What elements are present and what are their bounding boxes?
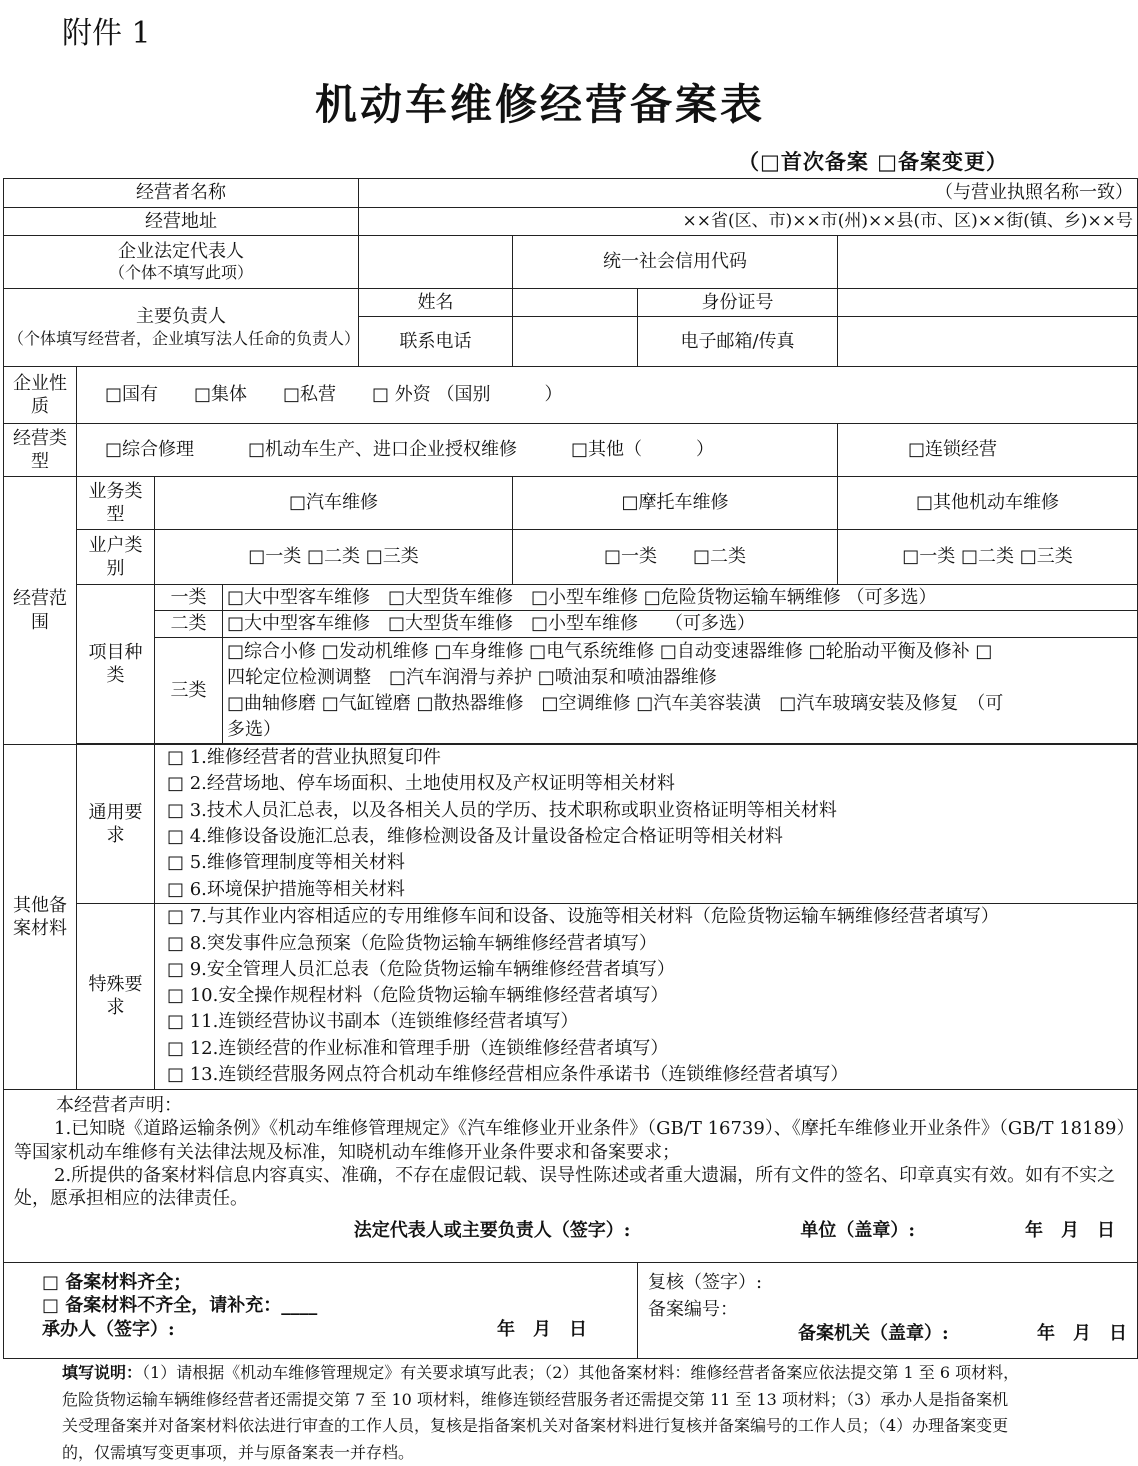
- auto-repair-option[interactable]: □汽车维修: [155, 477, 513, 530]
- general-item[interactable]: □ 6.环境保护措施等相关材料: [167, 878, 405, 900]
- special-requirements-label: 特殊要求: [77, 903, 155, 1089]
- general-item[interactable]: □ 2.经营场地、停车场面积、土地使用权及产权证明等相关材料: [167, 773, 675, 795]
- legal-rep-signature[interactable]: 法定代表人或主要负责人（签字）:: [353, 1219, 631, 1241]
- motorcycle-repair-option[interactable]: □摩托车维修: [513, 477, 838, 530]
- general-item[interactable]: □ 5.维修管理制度等相关材料: [167, 852, 405, 874]
- declaration-item-1: 1.已知晓《道路运输条例》《机动车维修管理规定》《汽车维修业开业条件》（GB/T 16739）、《摩托车维修业开业条件》（GB/T 18189）等国家机动车维修有关法律法规及标准，知晓机动车维修开业条件要求和备案要求；: [14, 1118, 1126, 1163]
- chain-operation-option[interactable]: □连锁经营: [838, 424, 1138, 477]
- special-item[interactable]: □ 13.连锁经营服务网点符合机动车维修经营相应条件承诺书（连锁维修经营者填写）: [167, 1064, 849, 1086]
- class3-items[interactable]: [223, 638, 1138, 744]
- phone-label: 联系电话: [359, 317, 513, 367]
- enterprise-nature-label: 企业性质: [4, 367, 77, 424]
- address-field[interactable]: ××省(区、市)××市(州)××县(市、区)××街(镇、乡)××号: [359, 208, 1138, 236]
- principal-label: [4, 289, 359, 367]
- special-item[interactable]: □ 8.突发事件应急预案（危险货物运输车辆维修经营者填写）: [167, 932, 657, 954]
- operator-name-field[interactable]: （与营业执照名称一致）: [359, 179, 1138, 208]
- special-item[interactable]: □ 11.连锁经营协议书副本（连锁维修经营者填写）: [167, 1011, 579, 1033]
- phone-field[interactable]: [513, 317, 638, 367]
- general-requirements-list[interactable]: [155, 745, 1138, 904]
- authority-seal[interactable]: 备案机关（盖章）:: [798, 1322, 949, 1344]
- class3-line-2: 四轮定位检测调整 □汽车润滑与养护 □喷油泵和喷油器维修: [227, 666, 717, 688]
- class2-label: 二类: [155, 611, 223, 638]
- notes-text: （1）请根据《机动车维修管理规定》有关要求填写此表；（2）其他备案材料：维修经营者备案应依法提交第 1 至 6 项材料，危险货物运输车辆维修经营者还需提交第 7 至 10 项材料，维修连锁经营服务者还需提交第 11 至 13 项材料；（3）承办人是指备案机关受理备案并对备案材料依法进行审查的工作人员，复核是指备案机关对备案材料进行复核并备案编号的工作人员；（4）办理备案变更的，仅需填写变更事项，并与原备案表一并存档。: [62, 1363, 1020, 1462]
- page-title: 机动车维修经营备案表: [314, 80, 765, 129]
- name-field[interactable]: [513, 289, 638, 317]
- handler-signature[interactable]: 承办人（签字）:: [42, 1318, 175, 1340]
- id-number-label: 身份证号: [638, 289, 838, 317]
- credit-code-label: 统一社会信用代码: [513, 236, 838, 289]
- other-category-options[interactable]: □一类 □二类 □三类: [838, 530, 1138, 585]
- principal-title: 主要负责人: [136, 306, 226, 328]
- project-type-label: 项目种类: [77, 585, 155, 744]
- email-fax-label: 电子邮箱/传真: [638, 317, 838, 367]
- household-category-label: 业户类别: [77, 530, 155, 585]
- filing-form-table: [3, 178, 1138, 1359]
- attachment-label: 附件 1: [62, 16, 151, 51]
- special-item[interactable]: □ 10.安全操作规程材料（危险货物运输车辆维修经营者填写）: [167, 985, 669, 1007]
- acceptance-right: [638, 1262, 1138, 1358]
- declaration-section: [4, 1089, 1138, 1262]
- scope-label: 经营范围: [4, 477, 77, 745]
- unit-seal[interactable]: 单位（盖章）:: [800, 1219, 916, 1241]
- general-item[interactable]: □ 1.维修经营者的营业执照复印件: [167, 747, 441, 769]
- service-kind-label: 业务类型: [77, 477, 155, 530]
- address-label: 经营地址: [4, 208, 359, 236]
- declaration-date[interactable]: 年 月 日: [1025, 1219, 1116, 1241]
- filling-instructions: [62, 1360, 1022, 1466]
- special-item[interactable]: □ 12.连锁经营的作业标准和管理手册（连锁维修经营者填写）: [167, 1037, 669, 1059]
- class1-label: 一类: [155, 585, 223, 611]
- general-item[interactable]: □ 4.维修设备设施汇总表，维修检测设备及计量设备检定合格证明等相关材料: [167, 825, 783, 847]
- email-fax-field[interactable]: [838, 317, 1138, 367]
- legal-rep-label: [4, 236, 359, 289]
- authority-date[interactable]: 年 月 日: [1037, 1322, 1128, 1344]
- declaration-signature-line: [14, 1219, 1127, 1242]
- handler-date[interactable]: 年 月 日: [497, 1318, 587, 1340]
- materials-incomplete-option[interactable]: □ 备案材料不齐全，请补充：____: [42, 1295, 318, 1317]
- filing-number[interactable]: 备案编号：: [648, 1299, 738, 1321]
- class3-line-3: □曲轴修磨 □气缸镗磨 □散热器维修 □空调维修 □汽车美容装潢 □汽车玻璃安装及修复 （可: [227, 692, 1004, 714]
- class3-line-4: 多选）: [227, 718, 281, 740]
- filing-type-options[interactable]: （□首次备案 □备案变更）: [738, 149, 1008, 174]
- special-item[interactable]: □ 9.安全管理人员汇总表（危险货物运输车辆维修经营者填写）: [167, 958, 675, 980]
- operator-name-label: 经营者名称: [4, 179, 359, 208]
- name-label: 姓名: [359, 289, 513, 317]
- other-materials-label: 其他备案材料: [4, 745, 77, 1090]
- moto-category-options[interactable]: □一类 □二类: [513, 530, 838, 585]
- acceptance-left: [4, 1262, 638, 1358]
- materials-complete-option[interactable]: □ 备案材料齐全；: [42, 1271, 192, 1293]
- legal-rep-field[interactable]: [359, 236, 513, 289]
- credit-code-field[interactable]: [838, 236, 1138, 289]
- class3-line-1: □综合小修 □发动机维修 □车身维修 □电气系统维修 □自动变速器维修 □轮胎动平衡及修补 □: [227, 640, 993, 662]
- business-type-options[interactable]: □综合修理 □机动车生产、进口企业授权维修 □其他（ ）: [77, 424, 838, 477]
- legal-rep-note: （个体不填写此项）: [108, 263, 253, 283]
- business-type-label: 经营类型: [4, 424, 77, 477]
- declaration-heading: 本经营者声明：: [56, 1094, 182, 1116]
- principal-note: （个体填写经营者，企业填写法人任命的负责人）: [8, 328, 361, 348]
- class1-items[interactable]: □大中型客车维修 □大型货车维修 □小型车维修 □危险货物运输车辆维修 （可多选）: [223, 585, 1138, 611]
- class2-items[interactable]: □大中型客车维修 □大型货车维修 □小型车维修 （可多选）: [223, 611, 1138, 638]
- declaration-item-2: 2.所提供的备案材料信息内容真实、准确，不存在虚假记载、误导性陈述或者重大遗漏，所有文件的签名、印章真实有效。如有不实之处，愿承担相应的法律责任。: [14, 1165, 1116, 1210]
- notes-heading: 填写说明：: [62, 1363, 143, 1382]
- legal-rep-title: 企业法定代表人: [118, 240, 244, 262]
- class3-label: 三类: [155, 638, 223, 744]
- general-requirements-label: 通用要求: [77, 745, 155, 904]
- review-signature[interactable]: 复核（签字）:: [648, 1271, 763, 1293]
- special-requirements-list[interactable]: [155, 903, 1138, 1089]
- enterprise-nature-options[interactable]: □国有 □集体 □私营 □ 外资 （国别 ）: [77, 367, 1138, 424]
- general-item[interactable]: □ 3.技术人员汇总表，以及各相关人员的学历、技术职称或职业资格证明等相关材料: [167, 799, 837, 821]
- special-item[interactable]: □ 7.与其作业内容相适应的专用维修车间和设备、设施等相关材料（危险货物运输车辆维修经营者填写）: [167, 906, 999, 928]
- other-vehicle-repair-option[interactable]: □其他机动车维修: [838, 477, 1138, 530]
- id-number-field[interactable]: [838, 289, 1138, 317]
- auto-category-options[interactable]: □一类 □二类 □三类: [155, 530, 513, 585]
